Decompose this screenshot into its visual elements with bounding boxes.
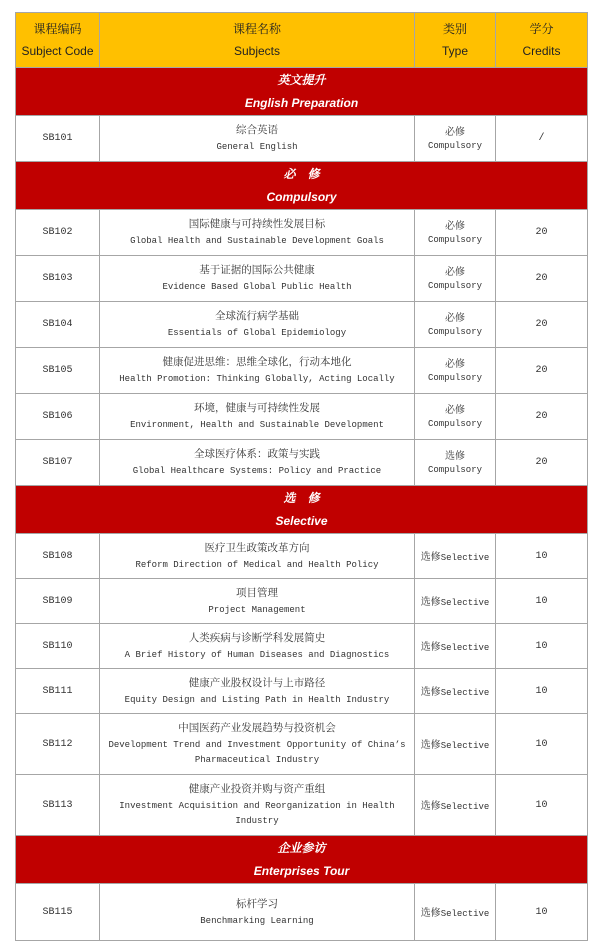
type-en: Compulsory: [427, 234, 482, 245]
subject-cell: [100, 624, 415, 669]
subject-cell: [100, 534, 415, 579]
credits: 20: [496, 302, 588, 348]
section-title-cn: 英文提升: [277, 72, 326, 87]
type-cell: [415, 534, 496, 579]
type-cn: 选修: [420, 597, 441, 608]
subject-code: SB110: [16, 624, 100, 669]
credits: 10: [496, 775, 588, 836]
subject-name-en: Essentials of Global Epidemiology: [167, 328, 347, 338]
subject-name-en: Development Trend and Investment Opportunity of China’s Pharmaceutical Industry: [108, 740, 406, 765]
header-type: [415, 13, 496, 68]
subject-code: SB102: [16, 210, 100, 256]
type-en: Compulsory: [427, 418, 482, 429]
subject-name-cn: 标杆学习: [236, 897, 278, 910]
type-cell: [415, 669, 496, 714]
subject-cell: [100, 394, 415, 440]
credits: 10: [496, 884, 588, 941]
subject-code: SB111: [16, 669, 100, 714]
subject-name-cn: 健康产业股权设计与上市路径: [188, 676, 326, 689]
section-english-preparation: [16, 68, 588, 116]
type-cell: [415, 302, 496, 348]
subject-code: SB109: [16, 579, 100, 624]
table-row: [16, 440, 588, 486]
header-code-cn: 课程编码: [33, 22, 82, 36]
subject-name-en: Global Healthcare Systems: Policy and Practice: [132, 466, 382, 476]
subject-name-en: Benchmarking Learning: [200, 915, 314, 926]
section-title: [16, 486, 588, 534]
table-row: [16, 669, 588, 714]
header-code-en: Subject Code: [21, 44, 94, 58]
subject-name-en: General English: [216, 142, 298, 152]
type-cn: 必修: [445, 358, 465, 370]
type-en: Selective: [440, 741, 490, 751]
subject-cell: [100, 210, 415, 256]
table-row: [16, 714, 588, 775]
subject-code: SB106: [16, 394, 100, 440]
header-subject-code: [16, 13, 100, 68]
type-cn: 必修: [445, 404, 465, 416]
subject-name-en: Project Management: [208, 604, 306, 615]
type-cell: [415, 624, 496, 669]
subject-name-cn: 项目管理: [236, 586, 278, 599]
section-title-cn: 必 修: [283, 166, 320, 181]
table-row: [16, 624, 588, 669]
type-cell: [415, 394, 496, 440]
type-en: Compulsory: [427, 280, 482, 291]
subject-cell: [100, 440, 415, 486]
subject-cell: [100, 116, 415, 162]
type-cn: 选修: [420, 642, 441, 653]
header-subj-cn: 课程名称: [232, 22, 281, 36]
type-cn: 必修: [445, 220, 465, 232]
header-subjects: [100, 13, 415, 68]
subject-code: SB107: [16, 440, 100, 486]
header-credits: [496, 13, 588, 68]
section-title: [16, 162, 588, 210]
type-cell: [415, 440, 496, 486]
header-cred-en: Credits: [522, 44, 561, 58]
type-en: Selective: [440, 802, 490, 812]
subject-code: SB103: [16, 256, 100, 302]
subject-code: SB104: [16, 302, 100, 348]
credits: 10: [496, 669, 588, 714]
subject-name-cn: 医疗卫生政策改革方向: [204, 541, 310, 554]
credits: 10: [496, 714, 588, 775]
subject-name-en: Health Promotion: Thinking Globally, Acting Locally: [119, 374, 395, 384]
table-row: [16, 775, 588, 836]
type-cell: [415, 116, 496, 162]
subject-name-cn: 全球医疗体系：政策与实践: [194, 448, 320, 460]
type-cn: 选修: [420, 687, 441, 698]
credits: 20: [496, 210, 588, 256]
type-cn: 必修: [445, 312, 465, 324]
section-title-en: Enterprises Tour: [253, 863, 350, 878]
type-cell: [415, 210, 496, 256]
subject-name-en: Equity Design and Listing Path in Health Industry: [124, 694, 390, 705]
type-cn: 选修: [420, 801, 441, 812]
type-cn: 选修: [445, 450, 465, 462]
subject-name-cn: 人类疾病与诊断学科发展简史: [188, 631, 326, 644]
type-cell: [415, 579, 496, 624]
section-title-en: Compulsory: [266, 189, 337, 204]
subject-cell: [100, 775, 415, 836]
type-cn: 选修: [420, 552, 441, 563]
type-en: Compulsory: [427, 372, 482, 383]
section-selective: [16, 486, 588, 534]
subject-code: SB101: [16, 116, 100, 162]
type-en: Selective: [440, 553, 490, 563]
table-row: [16, 210, 588, 256]
section-title: [16, 836, 588, 884]
subject-name-en: A Brief History of Human Diseases and Diagnostics: [124, 649, 390, 660]
table-row: [16, 394, 588, 440]
subject-name-cn: 中国医药产业发展趋势与投资机会: [178, 722, 336, 734]
curriculum-table: [15, 12, 588, 941]
type-cn: 必修: [445, 266, 465, 278]
subject-name-en: Environment, Health and Sustainable Development: [130, 420, 384, 430]
subject-name-en: Evidence Based Global Public Health: [162, 282, 352, 292]
type-cn: 必修: [445, 126, 465, 138]
subject-code: SB105: [16, 348, 100, 394]
type-cell: [415, 775, 496, 836]
subject-cell: [100, 669, 415, 714]
type-en: Compulsory: [427, 326, 482, 337]
subject-name-cn: 国际健康与可持续性发展目标: [188, 218, 326, 230]
subject-name-cn: 基于证据的国际公共健康: [199, 264, 315, 276]
table-row: [16, 256, 588, 302]
section-title: [16, 68, 588, 116]
subject-name-en: Reform Direction of Medical and Health Policy: [135, 559, 379, 570]
subject-code: SB108: [16, 534, 100, 579]
type-cell: [415, 348, 496, 394]
subject-code: SB113: [16, 775, 100, 836]
type-en: Compulsory: [427, 464, 482, 475]
subject-code: SB115: [16, 884, 100, 941]
subject-cell: [100, 579, 415, 624]
subject-name-cn: 健康促进思维：思维全球化，行动本地化: [162, 356, 352, 368]
credits: 20: [496, 256, 588, 302]
credits: 20: [496, 394, 588, 440]
type-en: Selective: [440, 643, 490, 653]
subject-name-cn: 环境，健康与可持续性发展: [194, 402, 320, 414]
header-type-cn: 类别: [442, 22, 467, 36]
header-subj-en: Subjects: [233, 44, 281, 58]
section-title-en: English Preparation: [244, 95, 359, 110]
type-cell: [415, 714, 496, 775]
type-cell: [415, 256, 496, 302]
header-cred-cn: 学分: [529, 22, 554, 36]
type-cn: 选修: [420, 908, 441, 919]
credits: 10: [496, 534, 588, 579]
type-en: Selective: [440, 688, 490, 698]
subject-cell: [100, 348, 415, 394]
subject-name-cn: 全球流行病学基础: [215, 310, 299, 322]
header-type-en: Type: [441, 44, 468, 58]
table-row: [16, 534, 588, 579]
subject-cell: [100, 256, 415, 302]
section-title-cn: 企业参访: [277, 840, 326, 855]
section-title-en: Selective: [275, 513, 328, 528]
table-row: [16, 302, 588, 348]
credits: 20: [496, 348, 588, 394]
header-row: [16, 13, 588, 68]
credits: 10: [496, 579, 588, 624]
subject-cell: [100, 302, 415, 348]
section-enterprises-tour: [16, 836, 588, 884]
credits: 10: [496, 624, 588, 669]
type-cn: 选修: [420, 740, 441, 751]
subject-name-en: Global Health and Sustainable Development Goals: [130, 236, 384, 246]
type-cell: [415, 884, 496, 941]
table-row: [16, 348, 588, 394]
type-en: Compulsory: [427, 140, 482, 151]
table-row: [16, 116, 588, 162]
table-row: [16, 579, 588, 624]
type-en: Selective: [440, 598, 490, 608]
subject-name-en: Investment Acquisition and Reorganization in Health Industry: [119, 801, 395, 826]
credits: 20: [496, 440, 588, 486]
type-en: Selective: [440, 909, 490, 919]
section-compulsory: [16, 162, 588, 210]
subject-name-cn: 健康产业投资并购与资产重组: [188, 783, 326, 795]
subject-cell: [100, 884, 415, 941]
section-title-cn: 选 修: [283, 490, 320, 505]
credits: /: [496, 116, 588, 162]
subject-cell: [100, 714, 415, 775]
subject-name-cn: 综合英语: [236, 124, 278, 136]
subject-code: SB112: [16, 714, 100, 775]
table-row: [16, 884, 588, 941]
